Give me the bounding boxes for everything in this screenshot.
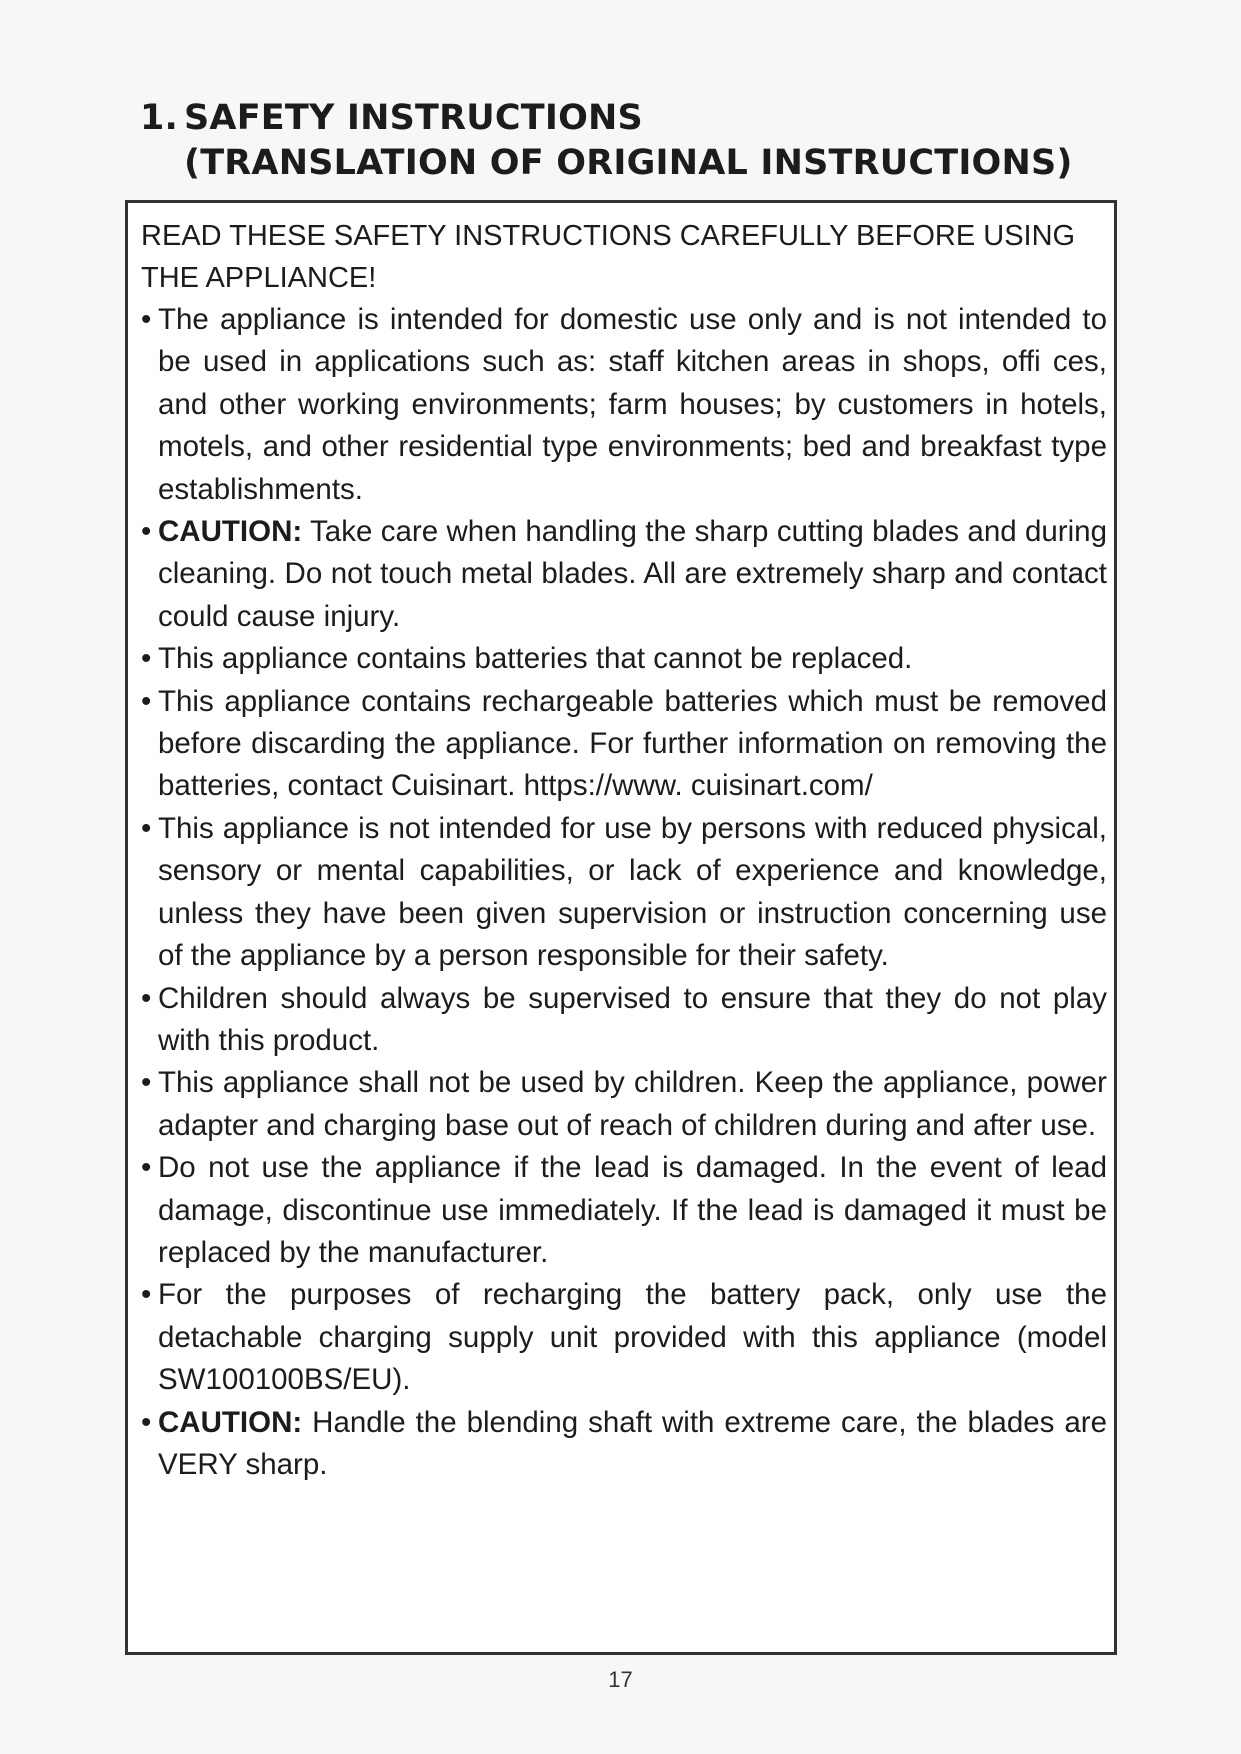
list-item	[128, 299, 1113, 511]
section-title: SAFETY INSTRUCTIONS	[184, 98, 643, 138]
list-item	[128, 978, 1113, 1063]
bullet-icon: •	[141, 642, 152, 676]
list-item-text: This appliance shall not be used by children. Keep the appliance, power adapter and charging base out of reach of children during and after use.	[158, 1066, 1107, 1142]
safety-instructions-box	[125, 200, 1117, 1655]
list-item-text: The appliance is intended for domestic use only and is not intended to be used in applications such as: staff kitchen areas in shops, offi ces, and other working environments; farm houses; by customers in hotels, motels, and other residential type environments; bed and breakfast type establishments.	[158, 303, 1107, 506]
section-number: 1.	[140, 98, 179, 138]
list-item-text: Do not use the appliance if the lead is damaged. In the event of lead damage, discontinue use immediately. If the lead is damaged it must be replaced by the manufacturer.	[158, 1151, 1107, 1269]
list-item	[128, 681, 1113, 808]
bullet-icon: •	[141, 303, 152, 336]
list-item-text: Handle the blending shaft with extreme care, the blades are VERY sharp.	[158, 1405, 1107, 1481]
list-item	[128, 1402, 1113, 1487]
bullet-icon: •	[141, 981, 152, 1015]
bullet-icon: •	[141, 1405, 152, 1439]
list-item	[128, 1147, 1113, 1274]
bullet-icon: •	[141, 1151, 152, 1185]
list-item-text: This appliance contains batteries that cannot be replaced.	[158, 642, 913, 676]
list-item-text: This appliance contains rechargeable batteries which must be removed before discarding the appliance. For further information on removing the batteries, contact Cuisinart. https://www. cuisinart.com/	[158, 684, 1107, 803]
caution-label: CAUTION:	[158, 515, 303, 549]
section-heading	[140, 96, 1073, 186]
list-item-text: For the purposes of recharging the battery pack, only use the detachable charging supply unit provided with this appliance (model SW100100BS/EU).	[158, 1278, 1107, 1397]
intro-warning: READ THESE SAFETY INSTRUCTIONS CAREFULLY BEFORE USING THE APPLIANCE!	[141, 220, 1076, 294]
page-number: 17	[608, 1667, 633, 1692]
list-item	[128, 1274, 1113, 1401]
bullet-icon: •	[141, 684, 152, 718]
list-item-text: Children should always be supervised to ensure that they do not play with this product.	[158, 981, 1107, 1057]
bullet-icon: •	[141, 1278, 152, 1312]
bullet-icon: •	[141, 1066, 152, 1100]
bullet-icon: •	[141, 811, 152, 845]
list-item	[128, 1062, 1113, 1147]
list-item	[128, 808, 1113, 978]
list-item	[128, 638, 1113, 680]
list-item-text: This appliance is not intended for use by persons with reduced physical, sensory or mental capabilities, or lack of experience and knowledge, unless they have been given supervision or instruction concerning use of the appliance by a person responsible for their safety.	[158, 811, 1107, 973]
bullet-icon: •	[141, 515, 152, 549]
section-subtitle: (TRANSLATION OF ORIGINAL INSTRUCTIONS)	[184, 143, 1073, 183]
list-item	[128, 511, 1113, 638]
list-item-text: Take care when handling the sharp cutting blades and during cleaning. Do not touch metal blades. All are extremely sharp and contact could cause injury.	[158, 515, 1107, 633]
caution-label: CAUTION:	[158, 1405, 303, 1439]
instruction-list	[128, 299, 1113, 1486]
